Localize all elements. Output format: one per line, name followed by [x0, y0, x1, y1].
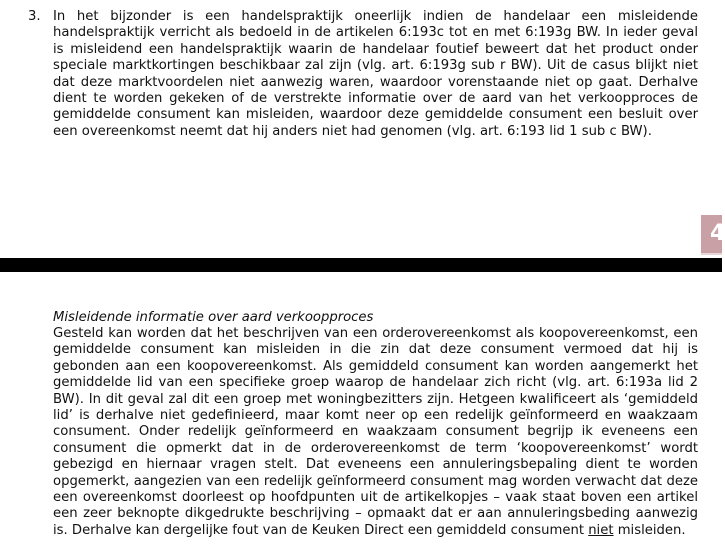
- page-divider: [0, 258, 722, 272]
- page-tab-label: 4: [710, 221, 725, 246]
- paragraph-end-text: misleiden.: [613, 522, 686, 538]
- underlined-word: niet: [588, 522, 614, 538]
- section-heading: Misleidende informatie over aard verkoopproces: [53, 310, 374, 325]
- paragraph-main-text: Gesteld kan worden dat het beschrijven van een orderovereenkomst als koopovereenkomst, een gemiddelde consument kan misleiden in die zin dat deze consument vermoed dat hij is gebonden aan een koopovereenkomst. Als gemiddeld consument kan worden aangemerkt het gemiddelde lid van een specifieke groep waarop de handelaar zich richt (vlg. art. 6:193a lid 2 BW). In dit geval zal dit een groep met woningbezitters zijn. Hetgeen kwalificeert als ‘gemiddeld lid’ is derhalve niet gedefinieerd, maar komt neer op een redelijk geïnformeerd en waakzaam consument. Onder redelijk geïnformeerd en waakzaam consument begrijp ik eveneens een consument die opmerkt dat in de orderovereenkomst de term ‘koopovereenkomst’ wordt gebezigd en hiernaar vragen stelt. Dat eveneens een annuleringsbepaling dient te worden opgemerkt, aangezien van een redelijk geïnformeerd consument mag worden verwacht dat deze een overeenkomst doorleest op hoofdpunten uit de artikelkopjes – vaak staat boven een artikel een zeer beknopte dikgedrukte beschrijving – opmaakt dat er aan annuleringsbeding aanwezig is. Derhalve kan dergelijke fout van de Keuken Direct een gemiddeld consument: [53, 326, 698, 538]
- item-number: 3.: [28, 9, 41, 24]
- page-bottom: [0, 272, 722, 545]
- page-tab-underline: [701, 253, 722, 255]
- paragraph-misleading-practice: In het bijzonder is een handelspraktijk oneerlijk indien de handelaar een misleidende handelspraktijk verricht als bedoeld in de artikelen 6:193c tot en met 6:193g BW. In ieder geval is misleidend een handelspraktijk waarin de handelaar foutief beweert dat het product onder speciale marktkortingen beschikbaar zal zijn (vlg. art. 6:193g sub r BW). Uit de casus blijkt niet dat deze marktvoordelen niet aanwezig waren, waardoor vorenstaande niet op gaat. Derhalve dient te worden gekeken of de verstrekte informatie over de aard van het verkoopproces de gemiddelde consument kan misleiden, waardoor deze gemiddelde consument een besluit over een overeenkomst neemt dat hij anders niet had genomen (vlg. art. 6:193 lid 1 sub c BW).: [53, 9, 698, 139]
- page-tab: [701, 215, 725, 255]
- paragraph-sales-process: [53, 326, 698, 539]
- page-top: [0, 0, 725, 258]
